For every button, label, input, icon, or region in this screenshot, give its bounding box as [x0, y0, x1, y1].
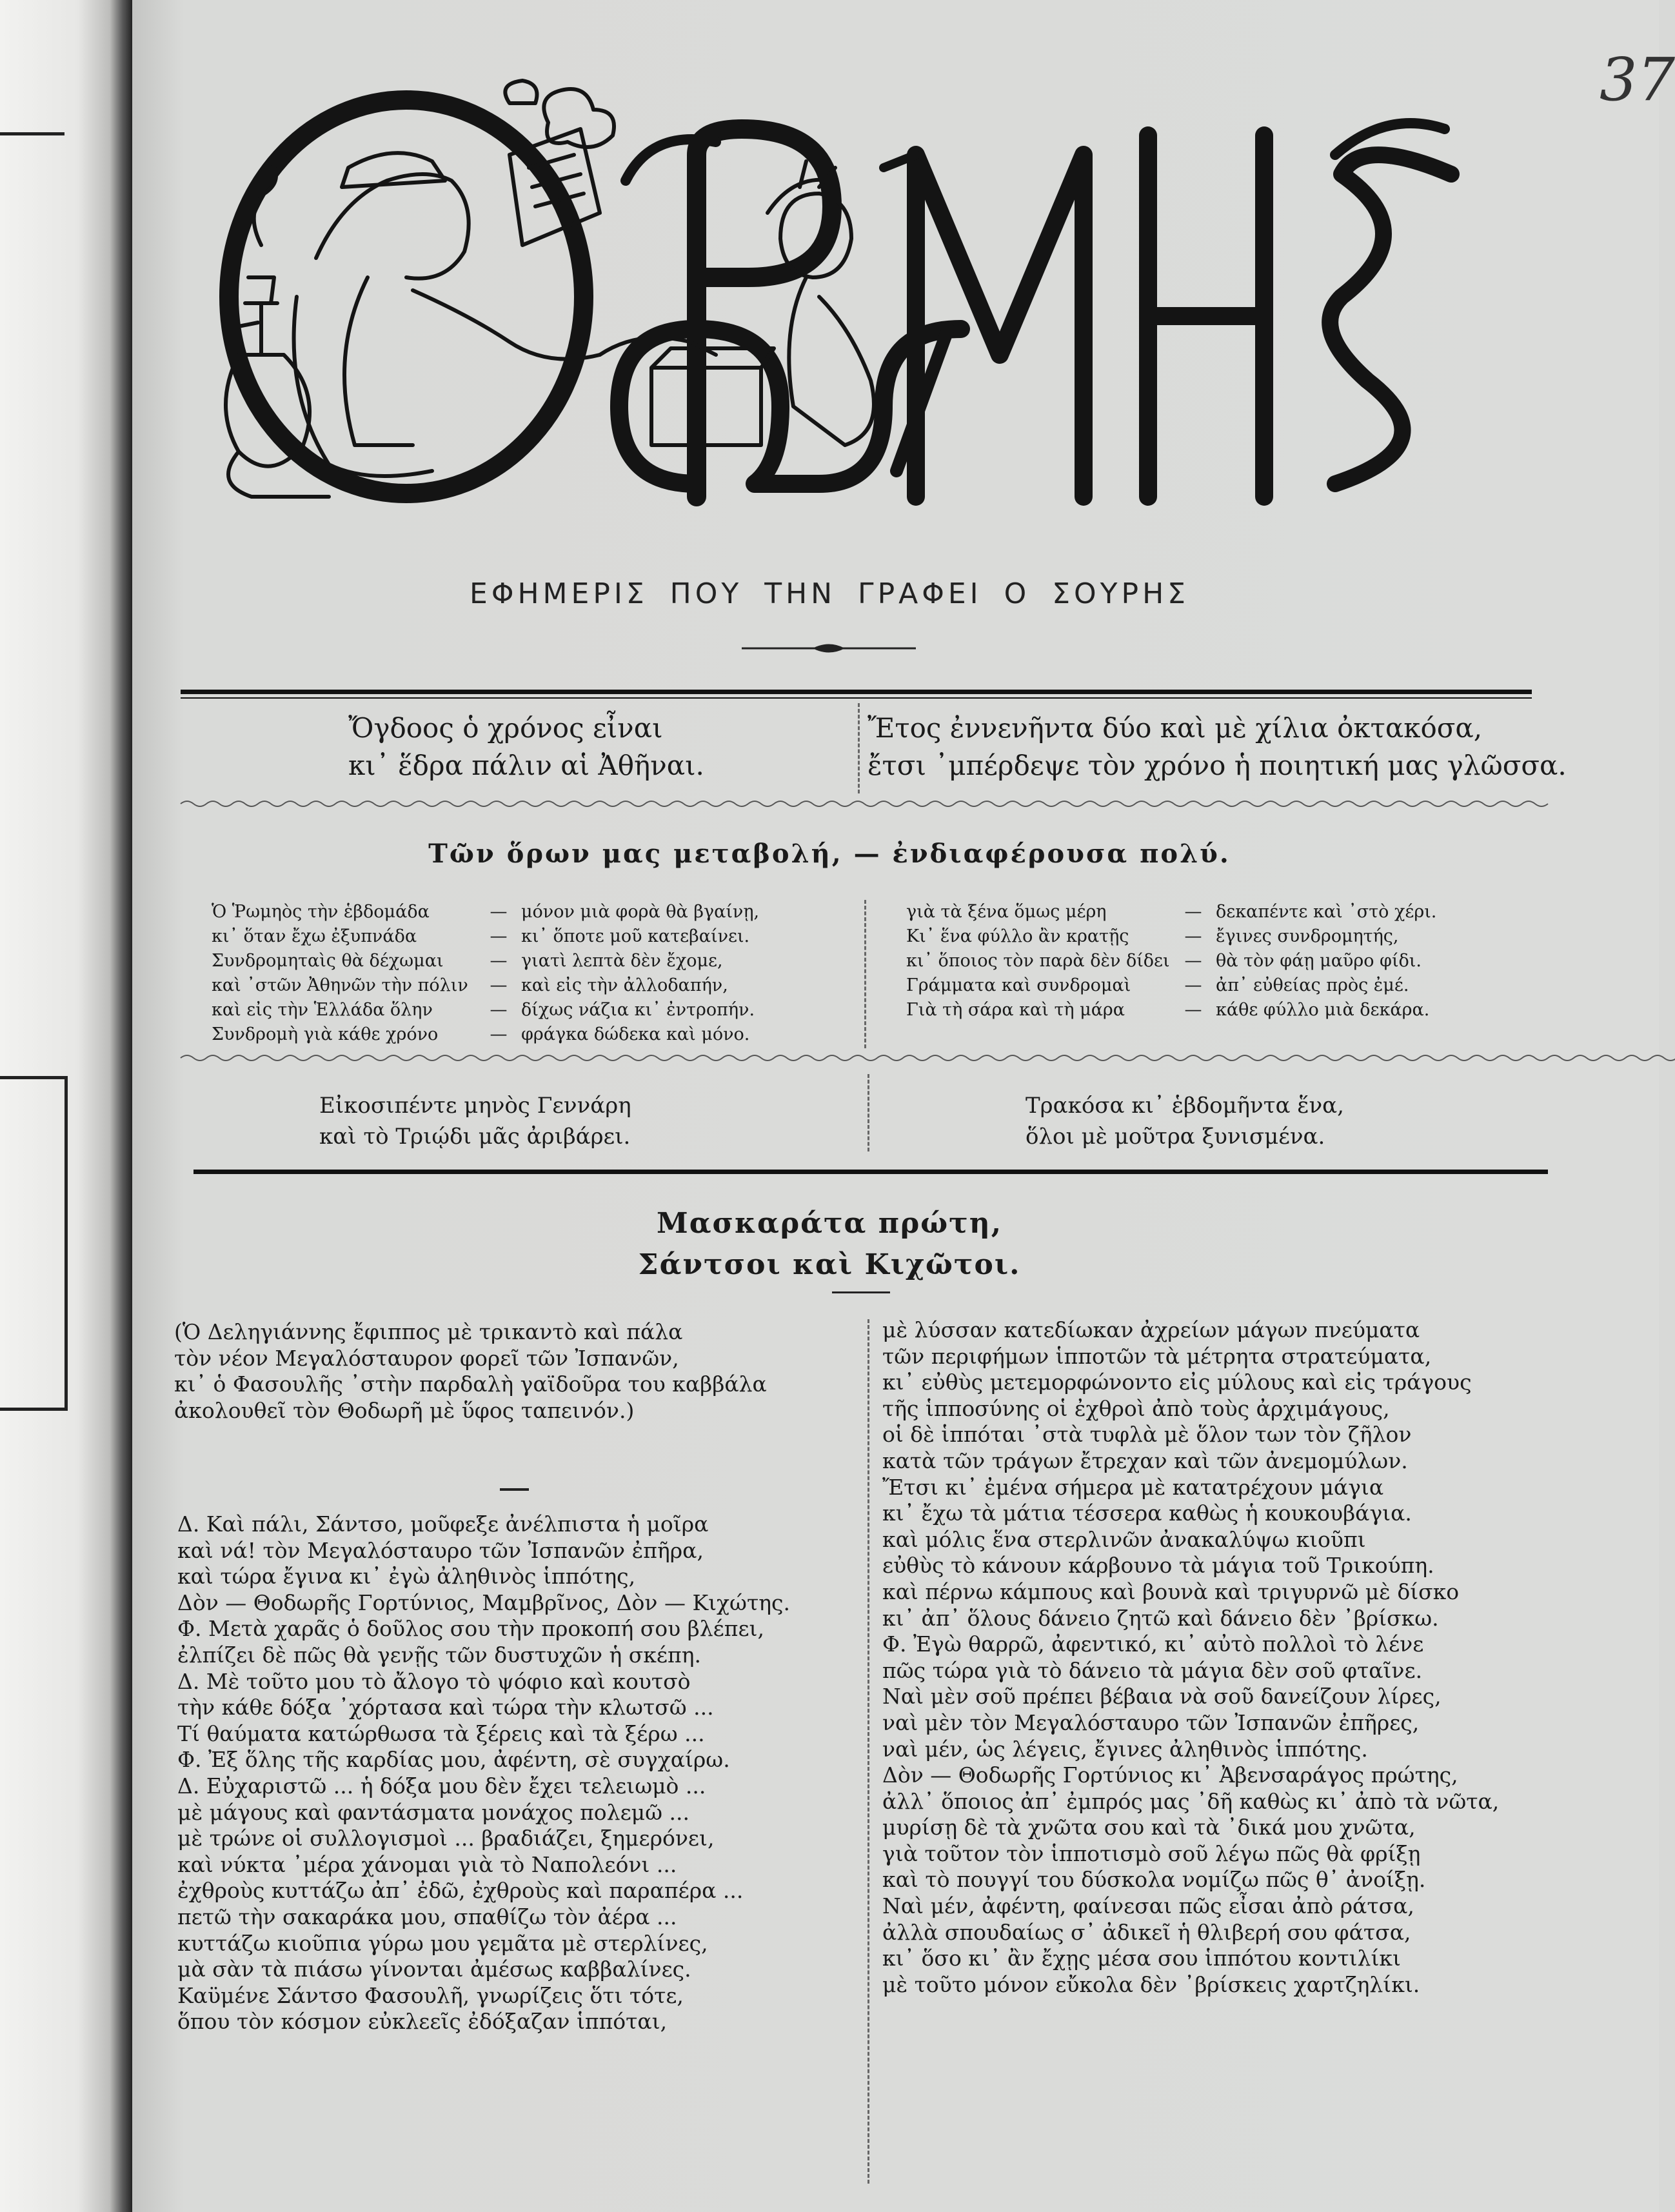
motto-line: Ἔτος ἐννενῆντα δύο καὶ μὲ χίλια ὀκτακόσα,	[867, 712, 1483, 744]
wavy-rule	[181, 799, 1532, 809]
terms-row: κι᾽ ὅποιος τὸν παρὰ δὲν δίδει — θὰ τὸν φάῃ μαῦρο φίδι.	[906, 951, 1422, 971]
verse-line: Τί θαύματα κατώρθωσα τὰ ξέρεις καὶ τὰ ξέρω ...	[177, 1720, 705, 1746]
verse-line: Καϋμένε Σάντσο Φασουλῆ, γνωρίζεις ὅτι τότε,	[177, 1982, 684, 2008]
intro-line: (Ὁ Δεληγιάννης ἔφιππος μὲ τρικαντὸ καὶ πάλα	[174, 1319, 683, 1344]
verse-line: καὶ τὸ πουγγί του δύσκολα νομίζω πῶς θ᾽ ἀνοίξῃ.	[882, 1867, 1426, 1893]
dateline-right	[1026, 1090, 1344, 1152]
verse-line: καὶ μόλις ἕνα στερλινῶν ἀνακαλύψω κιοῦπι	[882, 1526, 1366, 1552]
terms-row: κι᾽ ὅταν ἔχω ἐξυπνάδα — κι᾽ ὅποτε μοῦ κατεβαίνει.	[212, 926, 750, 946]
article-column-right	[882, 1317, 1499, 1998]
column-divider	[864, 900, 866, 1048]
verse-line: Δὸν — Θοδωρῆς Γορτύνιος κι᾽ Ἀβενσαράγος πρώτης,	[882, 1762, 1458, 1788]
terms-row: Γιὰ τὴ σάρα καὶ τὴ μάρα — κάθε φύλλο μιὰ δεκάρα.	[906, 1000, 1430, 1020]
terms-row: καὶ ᾽στῶν Ἀθηνῶν τὴν πόλιν — καὶ εἰς τὴν ἀλλοδαπήν,	[212, 975, 728, 995]
verse-line: εὐθὺς τὸ κάνουν κάρβουνο τὰ μάγια τοῦ Τρικούπη.	[882, 1553, 1434, 1579]
verse-line: τῆς ἱπποσύνης οἱ ἐχθροὶ ἀπὸ τοὺς ἀρχιμάγους,	[882, 1395, 1390, 1421]
motto-line: ἔτσι ᾽μπέρδεψε τὸν χρόνο ἡ ποιητική μας γλῶσσα.	[867, 750, 1567, 781]
wavy-rule	[181, 1053, 1532, 1063]
verse-line: ἐλπίζει δὲ πῶς θὰ γενῇς τῶν δυστυχῶν ἡ σκέπη.	[177, 1642, 701, 1668]
dateline-line: ὅλοι μὲ μοῦτρα ξυνισμένα.	[1026, 1124, 1325, 1150]
verse-line: μὲ μάγους καὶ φαντάσματα μονάχος πολεμῶ ...	[177, 1799, 689, 1825]
dateline-line: Τρακόσα κι᾽ ἑβδομῆντα ἕνα,	[1026, 1093, 1344, 1119]
verse-line: μυρίσῃ δὲ τὰ χνῶτα σου καὶ τὰ ᾽δικά μου χνῶτα,	[882, 1815, 1416, 1840]
verse-line: ἀλλ᾽ ὅποιος ἀπ᾽ ἐμπρός μας ᾽δῆ καθὼς κι᾽ ἀπὸ τὰ νῶτα,	[882, 1788, 1500, 1814]
verse-line: καὶ τώρα ἔγινα κι᾽ ἐγὼ ἀληθινὸς ἱππότης,	[177, 1564, 636, 1589]
terms-row: γιὰ τὰ ξένα ὅμως μέρη — δεκαπέντε καὶ ᾽στὸ χέρι.	[906, 902, 1437, 922]
verse-line: Ναὶ μὲν σοῦ πρέπει βέβαια νὰ σοῦ δανείζουν λίρες,	[882, 1684, 1442, 1709]
verse-line: Δ. Καὶ πάλι, Σάντσο, μοῦφεξε ἀνέλπιστα ἡ μοῖρα	[177, 1511, 709, 1537]
verse-line: μὰ σὰν τὰ πιάσω γίνονται ἀμέσως καββαλίνες.	[177, 1957, 691, 1982]
verse-line: καὶ νά! τὸν Μεγαλόσταυρο τῶν Ἰσπανῶν ἐπῆρα,	[177, 1537, 704, 1563]
verse-line: οἱ δὲ ἱππόται ᾽στὰ τυφλὰ μὲ ὅλον των τὸν ζῆλον	[882, 1422, 1412, 1448]
verse-line: κι᾽ ἀπ᾽ ὅλους δάνειο ζητῶ καὶ δάνειο δὲν ᾽βρίσκω.	[882, 1605, 1439, 1631]
double-rule	[181, 690, 1532, 694]
verse-line: μὲ τρώνε οἱ συλλογισμοὶ ... βραδιάζει, ξημερόνει,	[177, 1826, 715, 1851]
dateline-left	[319, 1090, 631, 1152]
dialogue-dash	[500, 1488, 529, 1491]
motto-right	[867, 710, 1567, 784]
column-divider	[867, 1319, 869, 2184]
verse-line: Δὸν — Θοδωρῆς Γορτύνιος, Μαμβρῖνος, Δὸν — Κιχώτης.	[177, 1589, 790, 1615]
terms-row: Κι᾽ ἕνα φύλλο ἂν κρατῇς — ἔγινες συνδρομητής,	[906, 926, 1399, 946]
verse-line: ναὶ μὲν τὸν Μεγαλόσταυρο τῶν Ἰσπανῶν ἐπῆρες,	[882, 1709, 1420, 1735]
verse-line: κατὰ τῶν τράγων ἔτρεχαν καὶ τῶν ἀνεμομύλων.	[882, 1448, 1408, 1473]
verse-line: Φ. Ἐγὼ θαρρῶ, ἀφεντικό, κι᾽ αὐτὸ πολλοὶ τὸ λένε	[882, 1631, 1424, 1657]
verse-line: Φ. Μετὰ χαρᾶς ὁ δοῦλος σου τὴν προκοπή σου βλέπει,	[177, 1616, 764, 1642]
verse-line: κυττάζω κιοῦπια γύρω μου γεμᾶτα μὲ στερλίνες,	[177, 1930, 708, 1956]
verse-line: κι᾽ ὅσο κι᾽ ἂν ἔχῃς μέσα σου ἱππότου κοντιλίκι	[882, 1946, 1401, 1971]
motto-line: Ὄγδοος ὁ χρόνος εἶναι	[348, 712, 663, 744]
verse-line: κι᾽ εὐθὺς μετεμορφώνοντο εἰς μύλους καὶ εἰς τράγους	[882, 1370, 1472, 1395]
verse-line: γιὰ τοῦτον τὸν ἱπποτισμὸ σοῦ λέγω πῶς θὰ φρίξῃ	[882, 1840, 1421, 1866]
verse-line: ἀλλὰ σπουδαίως σ᾽ ἀδικεῖ ἡ θλιβερή σου φάτσα,	[882, 1919, 1411, 1945]
article-title-line: Σάντσοι καὶ Κιχῶτοι.	[638, 1248, 1021, 1281]
terms-left	[212, 900, 759, 1047]
masthead-subtitle: ΕΦΗΜΕΡΙΣ ΠΟΥ ΤΗΝ ΓΡΑΦΕΙ Ο ΣΟΥΡΗΣ	[470, 577, 1189, 610]
verse-line: καὶ νύκτα ᾽μέρα χάνομαι γιὰ τὸ Ναπολεόνι ...	[177, 1851, 677, 1877]
verse-line: τῶν περιφήμων ἱπποτῶν τὰ μέτρητα στρατεύματα,	[882, 1343, 1432, 1369]
section-rule	[193, 1170, 1548, 1174]
verse-line: Δ. Μὲ τοῦτο μου τὸ ἄλογο τὸ ψόφιο καὶ κουτσὸ	[177, 1668, 691, 1694]
verse-line: τὴν κάθε δόξα ᾽χόρτασα καὶ τώρα τὴν κλωτσῶ ...	[177, 1695, 714, 1720]
article-title-line: Μασκαράτα πρώτη,	[656, 1207, 1003, 1240]
terms-row: Ὁ Ῥωμηὸς τὴν ἑβδομάδα — μόνον μιὰ φορὰ θὰ βγαίνῃ,	[212, 902, 760, 922]
article-column-left	[177, 1511, 790, 2035]
terms-row: Γράμματα καὶ συνδρομαὶ — ἀπ᾽ εὐθείας πρὸς ἐμέ.	[906, 975, 1409, 995]
verse-line: Δ. Εὐχαριστῶ ... ἡ δόξα μου δὲν ἔχει τελειωμὸ ...	[177, 1773, 706, 1798]
dateline-line: Εἰκοσιπέντε μηνὸς Γεννάρη	[319, 1093, 631, 1119]
terms-row: Συνδρομὴ γιὰ κάθε χρόνο — φράγκα δώδεκα καὶ μόνο.	[212, 1024, 750, 1044]
ornament-divider	[742, 639, 916, 658]
verse-line: πετῶ τὴν σακαράκα μου, σπαθίζω τὸν ἀέρα ...	[177, 1904, 677, 1929]
adjacent-page-rule	[0, 1408, 64, 1411]
title-rule	[832, 1291, 890, 1293]
verse-line: Φ. Ἐξ ὅλης τῆς καρδίας μου, ἀφέντη, σὲ συγχαίρω.	[177, 1747, 730, 1773]
adjacent-page-rule	[0, 1076, 64, 1079]
column-divider	[867, 1074, 869, 1151]
verse-line: μὲ λύσσαν κατεδίωκαν ἀχρείων μάγων πνεύματα	[882, 1317, 1420, 1342]
verse-line: μὲ τοῦτο μόνον εὔκολα δὲν ᾽βρίσκεις χαρτζηλίκι.	[882, 1971, 1420, 1997]
verse-line: καὶ πέρνω κάμπους καὶ βουνὰ καὶ τριγυρνῶ μὲ δίσκο	[882, 1579, 1460, 1604]
adjacent-page-rule	[0, 132, 64, 135]
page-number: 37	[1600, 45, 1675, 114]
dateline-line: καὶ τὸ Τριῴδι μᾶς ἀριβάρει.	[319, 1124, 631, 1150]
verse-line: Ναὶ μέν, ἀφέντη, φαίνεσαι πῶς εἶσαι ἀπὸ ράτσα,	[882, 1893, 1414, 1919]
verse-line: ναὶ μέν, ὡς λέγεις, ἔγινες ἀληθινὸς ἱππότης.	[882, 1736, 1368, 1762]
terms-row: Συνδρομηταὶς θὰ δέχωμαι — γιατὶ λεπτὰ δὲν ἔχομε,	[212, 951, 723, 971]
verse-line: ἐχθροὺς κυττάζω ἀπ᾽ ἐδῶ, ἐχθροὺς καὶ παραπέρα ...	[177, 1878, 744, 1904]
column-divider	[858, 703, 860, 793]
masthead-logo	[200, 84, 1483, 535]
article-title	[0, 1203, 1659, 1286]
intro-line: ἀκολουθεῖ τὸν Θοδωρῆ μὲ ὕφος ταπεινόν.)	[174, 1397, 635, 1423]
book-binding-edge	[0, 0, 132, 2212]
verse-line: κι᾽ ἔχω τὰ μάτια τέσσερα καθὼς ἡ κουκουβάγια.	[882, 1500, 1412, 1526]
motto-line: κι᾽ ἕδρα πάλιν αἱ Ἀθῆναι.	[348, 750, 704, 781]
motto-left	[348, 710, 704, 784]
intro-line: τὸν νέον Μεγαλόσταυρον φορεῖ τῶν Ἰσπανῶν,	[174, 1345, 679, 1371]
verse-line: Ἔτσι κι᾽ ἐμένα σήμερα μὲ κατατρέχουν μάγια	[882, 1474, 1384, 1500]
verse-line: ὅπου τὸν κόσμον εὐκλεεῖς ἐδόξαζαν ἱππόται,	[177, 2009, 668, 2035]
article-intro	[174, 1319, 767, 1424]
terms-row: καὶ εἰς τὴν Ἑλλάδα ὅλην — δίχως νάζια κι᾽ ἐντροπήν.	[212, 1000, 755, 1020]
terms-title: Τῶν ὅρων μας μεταβολή, — ἐνδιαφέρουσα πολύ.	[428, 839, 1231, 869]
double-rule	[181, 697, 1532, 699]
terms-right	[906, 900, 1436, 1022]
verse-line: πῶς τώρα γιὰ τὸ δάνειο τὰ μάγια δὲν σοῦ φταῖνε.	[882, 1657, 1423, 1683]
intro-line: κι᾽ ὁ Φασουλῆς ᾽στὴν παρδαλὴ γαϊδοῦρα του καββάλα	[174, 1371, 767, 1397]
